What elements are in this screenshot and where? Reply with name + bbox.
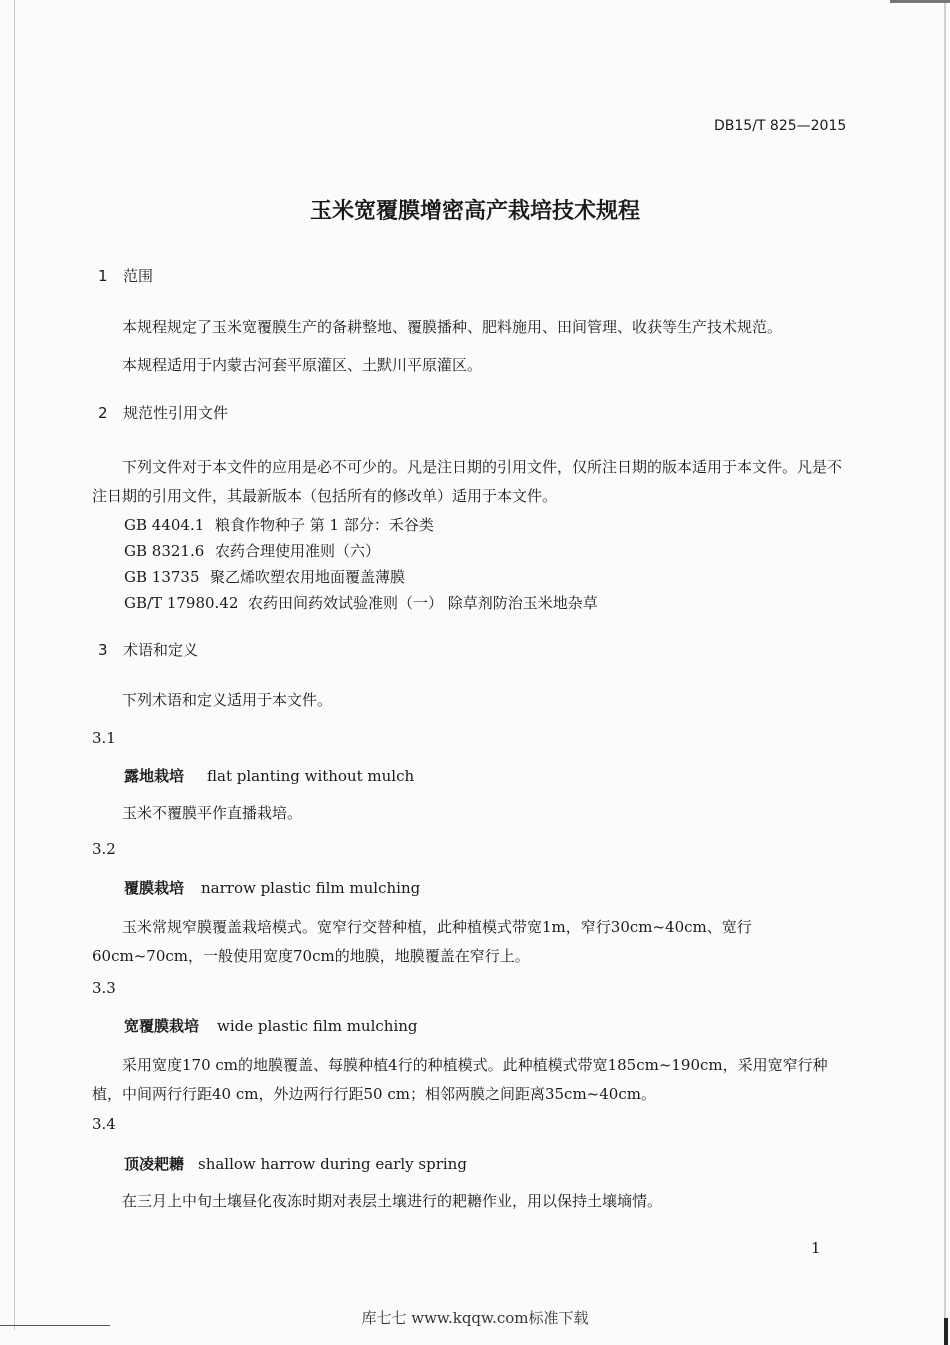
section-1-paragraph: 本规程规定了玉米宽覆膜生产的备耕整地、覆膜播种、肥料施用、田间管理、收获等生产技术规范。: [122, 318, 783, 336]
term-number: 3.1: [92, 729, 116, 747]
term-number: 3.2: [92, 840, 116, 858]
term-definition: 玉米常规窄膜覆盖栽培模式。宽窄行交替种植，此种植模式带宽1m，窄行30cm~40cm、宽行60cm~70cm，一般使用宽度70cm的地膜，地膜覆盖在窄行上。: [92, 918, 752, 965]
reference-name: 农药田间药效试验准则（一） 除草剂防治玉米地杂草: [248, 594, 598, 612]
section-3-paragraph: 下列术语和定义适用于本文件。: [122, 691, 333, 709]
reference-code: GB 8321.6: [124, 542, 205, 560]
section-2-number: 2: [98, 404, 108, 422]
scan-corner-mark: [890, 0, 950, 3]
term-definition: 在三月上中旬土壤昼化夜冻时期对表层土壤进行的耙耱作业，用以保持土壤墒情。: [122, 1192, 663, 1210]
reference-code: GB 13735: [124, 568, 200, 586]
section-3-title: 术语和定义: [123, 641, 199, 659]
footer-watermark: 库七七 www.kqqw.com标准下载: [361, 1309, 589, 1327]
section-1-number: 1: [98, 267, 108, 285]
term-cn: 宽覆膜栽培: [124, 1017, 200, 1035]
page-number: 1: [811, 1239, 821, 1257]
section-1-paragraph: 本规程适用于内蒙古河套平原灌区、土默川平原灌区。: [122, 356, 483, 374]
standard-number: DB15/T 825—2015: [714, 118, 847, 134]
section-2-paragraph: 下列文件对于本文件的应用是必不可少的。凡是注日期的引用文件，仅所注日期的版本适用于本文件。凡是不注日期的引用文件，其最新版本（包括所有的修改单）适用于本文件。: [92, 458, 843, 505]
term-cn: 覆膜栽培: [124, 879, 185, 897]
reference-name: 农药合理使用准则（六）: [215, 542, 381, 560]
term-number: 3.3: [92, 979, 116, 997]
term-en: wide plastic film mulching: [217, 1017, 418, 1035]
term-number: 3.4: [92, 1115, 116, 1133]
term-definition: 采用宽度170 cm的地膜覆盖、每膜种植4行的种植模式。此种植模式带宽185cm~190cm，采用宽窄行种植，中间两行行距40 cm，外边两行行距50 cm；相邻两膜之间距离35cm~40cm。: [92, 1056, 828, 1103]
term-definition: 玉米不覆膜平作直播栽培。: [122, 804, 303, 822]
term-en: shallow harrow during early spring: [198, 1155, 467, 1173]
reference-name: 粮食作物种子 第 1 部分：禾谷类: [215, 516, 434, 534]
term-en: flat planting without mulch: [207, 767, 415, 785]
section-2-title: 规范性引用文件: [123, 404, 229, 422]
section-3-number: 3: [98, 641, 108, 659]
term-cn: 露地栽培: [124, 767, 185, 785]
term-cn: 顶凌耙耱: [124, 1155, 185, 1173]
reference-code: GB/T 17980.42: [124, 594, 239, 612]
term-en: narrow plastic film mulching: [201, 879, 421, 897]
reference-name: 聚乙烯吹塑农用地面覆盖薄膜: [210, 568, 406, 586]
page-title: 玉米宽覆膜增密高产栽培技术规程: [309, 199, 640, 224]
reference-code: GB 4404.1: [124, 516, 205, 534]
section-1-title: 范围: [123, 267, 154, 285]
